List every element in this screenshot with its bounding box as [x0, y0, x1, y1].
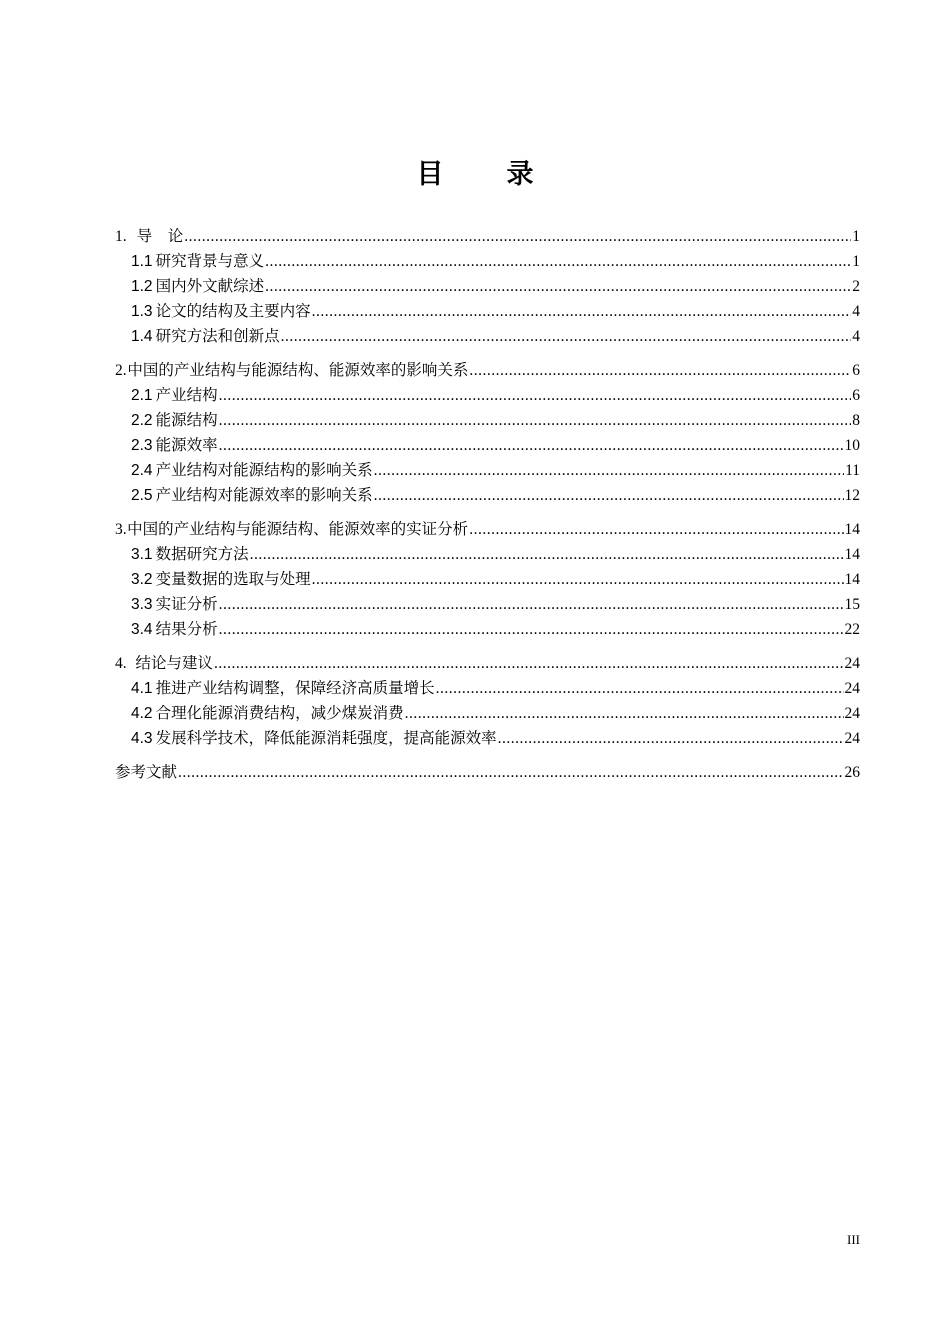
toc-entry[interactable] [115, 324, 860, 349]
toc-entry-title: 能源结构 [155, 411, 218, 429]
page-title: 目 录 [416, 159, 552, 190]
toc-entry-number: 3.1 [131, 546, 153, 563]
toc-dot-leader [436, 676, 844, 701]
toc-entry-page: 24 [844, 655, 860, 672]
toc-dot-leader [312, 567, 844, 592]
toc-entry-title: 推进产业结构调整，保障经济高质量增长 [155, 679, 435, 697]
toc-entry-page: 22 [844, 621, 860, 638]
toc-entry-title: 能源效率 [155, 436, 218, 454]
toc-entry[interactable] [115, 567, 860, 592]
toc-entry-number: 4.1 [131, 680, 153, 697]
toc-entry-page: 8 [852, 412, 860, 429]
toc-dot-leader [469, 517, 843, 542]
toc-entry-title: 参考文献 [115, 763, 178, 781]
toc-dot-leader [219, 408, 852, 433]
toc-entry-page: 14 [844, 571, 860, 588]
toc-entry-page: 12 [844, 487, 860, 504]
toc-entry-title: 导 论 [136, 227, 184, 245]
toc-dot-leader [374, 458, 844, 483]
toc-entry-number: 1. [115, 228, 127, 245]
toc-entry-page: 1 [852, 228, 860, 245]
toc-entry-number: 2.2 [131, 412, 153, 429]
toc-entry[interactable] [115, 701, 860, 726]
toc-entry[interactable] [115, 676, 860, 701]
toc-entry[interactable] [115, 542, 860, 567]
toc-entry-number: 2. [115, 362, 127, 379]
toc-dot-leader [184, 224, 851, 249]
toc-dot-leader [265, 249, 851, 274]
toc-entry-title: 论文的结构及主要内容 [155, 302, 311, 320]
toc-entry-number: 1.4 [131, 328, 153, 345]
toc-dot-leader [219, 433, 844, 458]
toc-entry-number: 2.5 [131, 487, 153, 504]
toc-dot-leader [498, 726, 844, 751]
toc-entry-title: 产业结构 [155, 386, 218, 404]
toc-entry-title: 研究方法和创新点 [155, 327, 280, 345]
toc-entry[interactable] [115, 483, 860, 508]
toc-entry[interactable] [115, 458, 860, 483]
toc-entry[interactable] [115, 299, 860, 324]
toc-entry-page: 2 [852, 278, 860, 295]
toc-dot-leader [214, 651, 844, 676]
toc-dot-leader [219, 617, 844, 642]
toc-entry[interactable] [115, 517, 860, 542]
toc-entry-title: 产业结构对能源结构的影响关系 [155, 461, 373, 479]
toc-entry-number: 3.4 [131, 621, 153, 638]
toc-entry-number: 3.2 [131, 571, 153, 588]
toc-entry[interactable] [115, 726, 860, 751]
toc-dot-leader [469, 358, 851, 383]
toc-entry-page: 24 [844, 730, 860, 747]
toc-entry[interactable] [115, 249, 860, 274]
toc-entry-number: 1.2 [131, 278, 153, 295]
toc-entry-number: 3. [115, 521, 127, 538]
toc-entry-title: 实证分析 [155, 595, 218, 613]
toc-dot-leader [405, 701, 844, 726]
toc-entry-number: 4. [115, 655, 127, 672]
toc-entry-number: 2.1 [131, 387, 153, 404]
toc-dot-leader [312, 299, 852, 324]
toc-dot-leader [265, 274, 851, 299]
toc-entry-number: 1.3 [131, 303, 153, 320]
toc-dot-leader [178, 760, 843, 785]
toc-entry[interactable] [115, 274, 860, 299]
toc-entry-page: 15 [844, 596, 860, 613]
toc-entry-page: 6 [852, 362, 860, 379]
toc-entry-page: 11 [845, 462, 860, 479]
toc-entry-number: 2.3 [131, 437, 153, 454]
toc-entry-page: 14 [844, 546, 860, 563]
toc-entry[interactable] [115, 383, 860, 408]
toc-entry-page: 24 [844, 680, 860, 697]
toc-entry-number: 3.3 [131, 596, 153, 613]
toc-entry[interactable] [115, 224, 860, 249]
toc-entry-page: 6 [852, 387, 860, 404]
toc-entry[interactable] [115, 358, 860, 383]
toc-entry-title: 结论与建议 [135, 654, 213, 672]
table-of-contents [115, 224, 860, 785]
toc-entry-page: 10 [844, 437, 860, 454]
toc-entry-page: 14 [844, 521, 860, 538]
toc-entry-title: 中国的产业结构与能源结构、能源效率的实证分析 [127, 520, 469, 538]
toc-entry[interactable] [115, 433, 860, 458]
toc-entry-number: 2.4 [131, 462, 153, 479]
toc-entry-number: 1.1 [131, 253, 153, 270]
toc-entry-title: 结果分析 [155, 620, 218, 638]
toc-entry-page: 26 [844, 764, 860, 781]
toc-entry-title: 合理化能源消费结构，减少煤炭消费 [155, 704, 404, 722]
toc-dot-leader [250, 542, 844, 567]
toc-entry-title: 发展科学技术，降低能源消耗强度，提高能源效率 [155, 729, 497, 747]
toc-entry-page: 4 [852, 328, 860, 345]
toc-dot-leader [219, 592, 844, 617]
toc-entry-title: 产业结构对能源效率的影响关系 [155, 486, 373, 504]
toc-entry-title: 变量数据的选取与处理 [155, 570, 311, 588]
footer-page-number: III [847, 1232, 860, 1247]
toc-dot-leader [219, 383, 852, 408]
toc-entry-page: 24 [844, 705, 860, 722]
toc-entry[interactable] [115, 592, 860, 617]
toc-entry-title: 研究背景与意义 [155, 252, 265, 270]
toc-entry-page: 4 [852, 303, 860, 320]
toc-entry-title: 数据研究方法 [155, 545, 249, 563]
toc-entry-page: 1 [852, 253, 860, 270]
toc-entry-title: 国内外文献综述 [155, 277, 265, 295]
toc-entry-number: 4.2 [131, 705, 153, 722]
toc-dot-leader [281, 324, 852, 349]
toc-entry[interactable] [115, 760, 860, 785]
toc-entry-title: 中国的产业结构与能源结构、能源效率的影响关系 [127, 361, 469, 379]
toc-entry[interactable] [115, 408, 860, 433]
toc-dot-leader [374, 483, 844, 508]
toc-entry-number: 4.3 [131, 730, 153, 747]
toc-entry[interactable] [115, 651, 860, 676]
toc-entry[interactable] [115, 617, 860, 642]
